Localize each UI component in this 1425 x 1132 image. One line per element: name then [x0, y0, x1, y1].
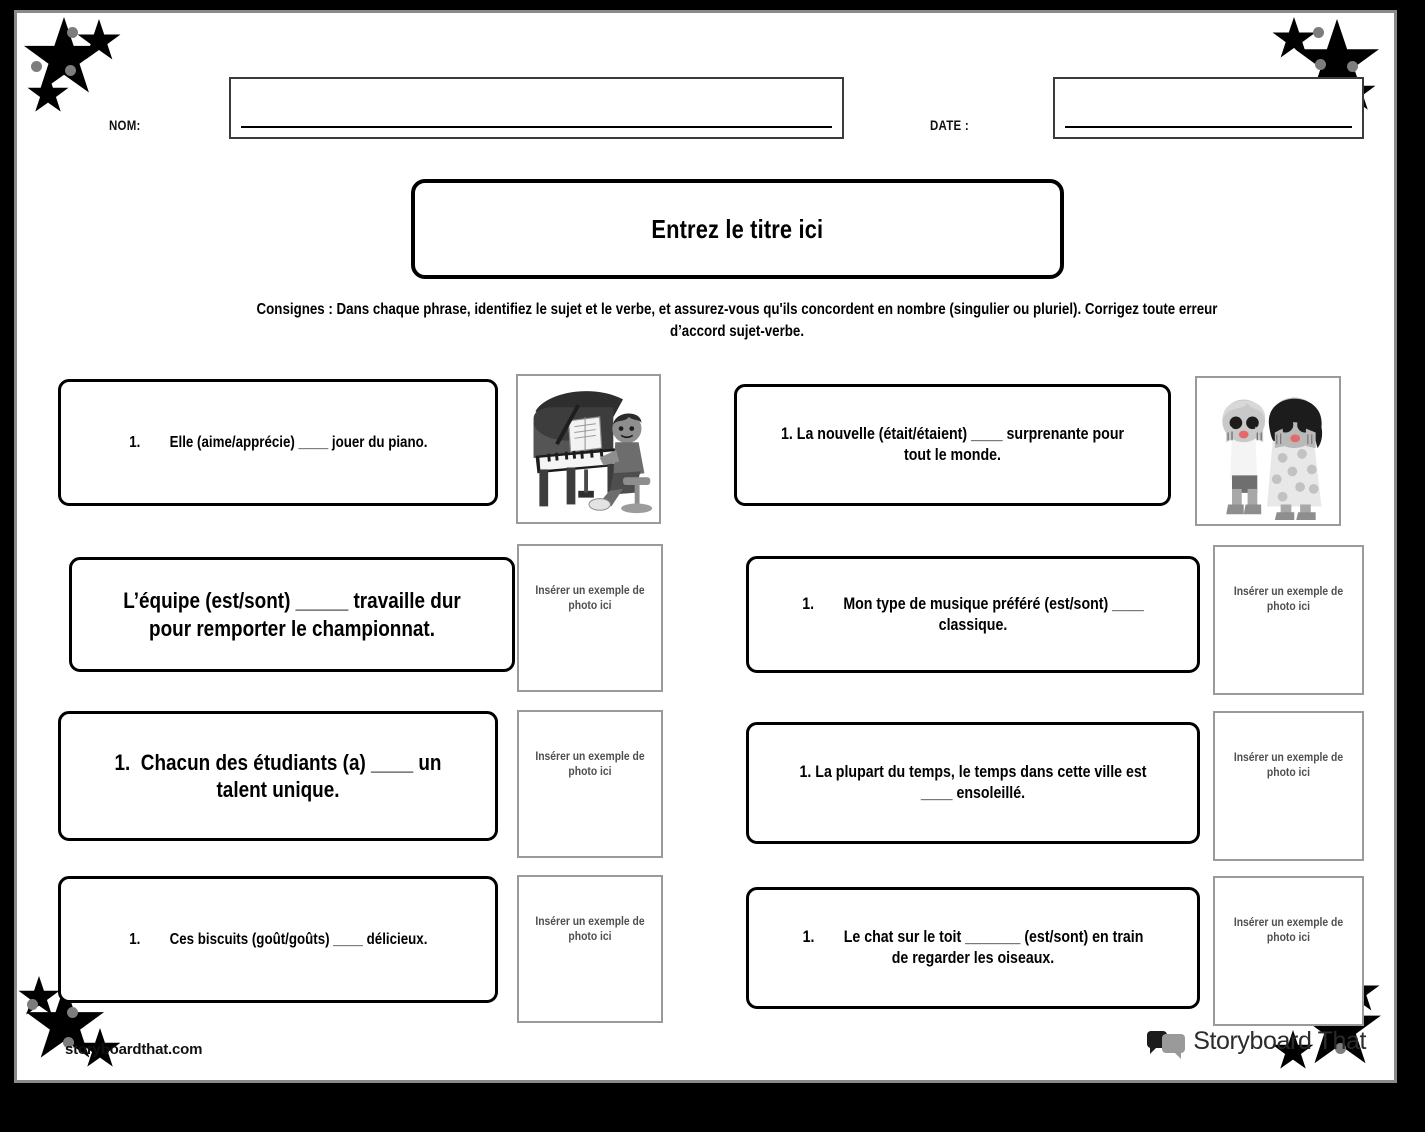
photo-placeholder-hint: Insérer un exemple de photo ici [535, 916, 645, 944]
star-icon [27, 73, 69, 115]
question-box[interactable] [58, 711, 498, 841]
question-body: La nouvelle (était/étaient) ____ surprenante pour tout le monde. [796, 425, 1125, 464]
photo-placeholder[interactable] [1213, 545, 1364, 695]
name-label: NOM: [109, 117, 141, 133]
site-watermark: storyboardthat.com [65, 1041, 203, 1058]
dot-decoration [31, 61, 42, 72]
photo-placeholder[interactable] [517, 710, 663, 858]
dot-decoration [1315, 59, 1326, 70]
photo-placeholder[interactable] [1213, 876, 1364, 1026]
photo-placeholder[interactable] [517, 544, 663, 692]
instructions [167, 299, 1307, 343]
photo-placeholder-hint: Insérer un exemple de photo ici [535, 585, 645, 613]
dot-decoration [1313, 27, 1324, 38]
dot-decoration [67, 1007, 78, 1018]
question-number: 1. [802, 928, 815, 947]
question-box[interactable] [746, 556, 1200, 673]
photo-placeholder-hint: Insérer un exemple de photo ici [1233, 917, 1344, 945]
question-body: Le chat sur le toit _______ (est/sont) en train de regarder les oiseaux. [843, 928, 1144, 967]
question-box[interactable] [746, 722, 1200, 844]
question-body: Chacun des étudiants (a) ____ un talent unique. [140, 749, 442, 802]
question-box[interactable] [746, 887, 1200, 1009]
question-text [129, 433, 427, 452]
photo-placeholder[interactable] [517, 875, 663, 1023]
question-number: 1. [780, 425, 793, 444]
dot-decoration [1347, 61, 1358, 72]
question-body: La plupart du temps, le temps dans cette ville est ____ ensoleillé. [815, 763, 1147, 802]
question-text [792, 927, 1153, 968]
date-write-line [1065, 126, 1352, 128]
piano-illustration [516, 374, 661, 524]
question-text [792, 594, 1153, 635]
name-input[interactable] [229, 77, 844, 139]
instructions-lead: Consignes : [256, 301, 333, 318]
star-icon [23, 17, 105, 99]
question-text [792, 762, 1153, 803]
photo-placeholder-hint: Insérer un exemple de photo ici [1233, 752, 1344, 780]
logo-text: Storyboard That [1193, 1027, 1366, 1055]
worksheet-page [14, 10, 1397, 1083]
dot-decoration [65, 65, 76, 76]
name-write-line [241, 126, 832, 128]
page-title: Entrez le titre ici [651, 213, 824, 244]
star-icon [18, 976, 60, 1018]
question-text [103, 749, 452, 804]
question-body: Ces biscuits (goût/goûts) ____ délicieux. [169, 930, 428, 948]
title-field[interactable] [411, 179, 1064, 279]
instructions-body: Dans chaque phrase, identifiez le sujet et le verbe, et assurez-vous qu'ils concordent en nombre (singulier ou pluriel). Corrigez toute erreur d’accord sujet-verbe. [332, 301, 1218, 340]
photo-placeholder-hint: Insérer un exemple de photo ici [1233, 586, 1344, 614]
question-box[interactable] [58, 876, 498, 1003]
photo-placeholder[interactable] [1213, 711, 1364, 861]
question-text [115, 587, 469, 642]
question-body: Mon type de musique préféré (est/sont) ____ classique. [843, 594, 1144, 634]
dot-decoration [67, 27, 78, 38]
question-box[interactable] [58, 379, 498, 506]
speech-bubble-icon [1147, 1029, 1187, 1055]
question-number: 1. [799, 763, 812, 782]
question-box[interactable] [734, 384, 1171, 506]
date-input[interactable] [1053, 77, 1364, 139]
question-number: 1. [114, 749, 131, 775]
question-body: Elle (aime/apprécie) ____ jouer du piano. [169, 433, 428, 451]
question-number: 1. [128, 433, 141, 451]
photo-placeholder-hint: Insérer un exemple de photo ici [535, 751, 645, 779]
question-number: 1. [802, 594, 815, 613]
storyboardthat-logo [1147, 1027, 1366, 1056]
date-label: DATE : [930, 117, 969, 133]
question-number: 1. [128, 930, 141, 948]
question-text [129, 930, 427, 949]
question-box[interactable] [69, 557, 515, 672]
surprised-children-illustration [1195, 376, 1341, 526]
dot-decoration [27, 999, 38, 1010]
question-body: L’équipe (est/sont) _____ travaille dur pour remporter le championnat. [123, 588, 461, 641]
question-text [779, 424, 1126, 465]
